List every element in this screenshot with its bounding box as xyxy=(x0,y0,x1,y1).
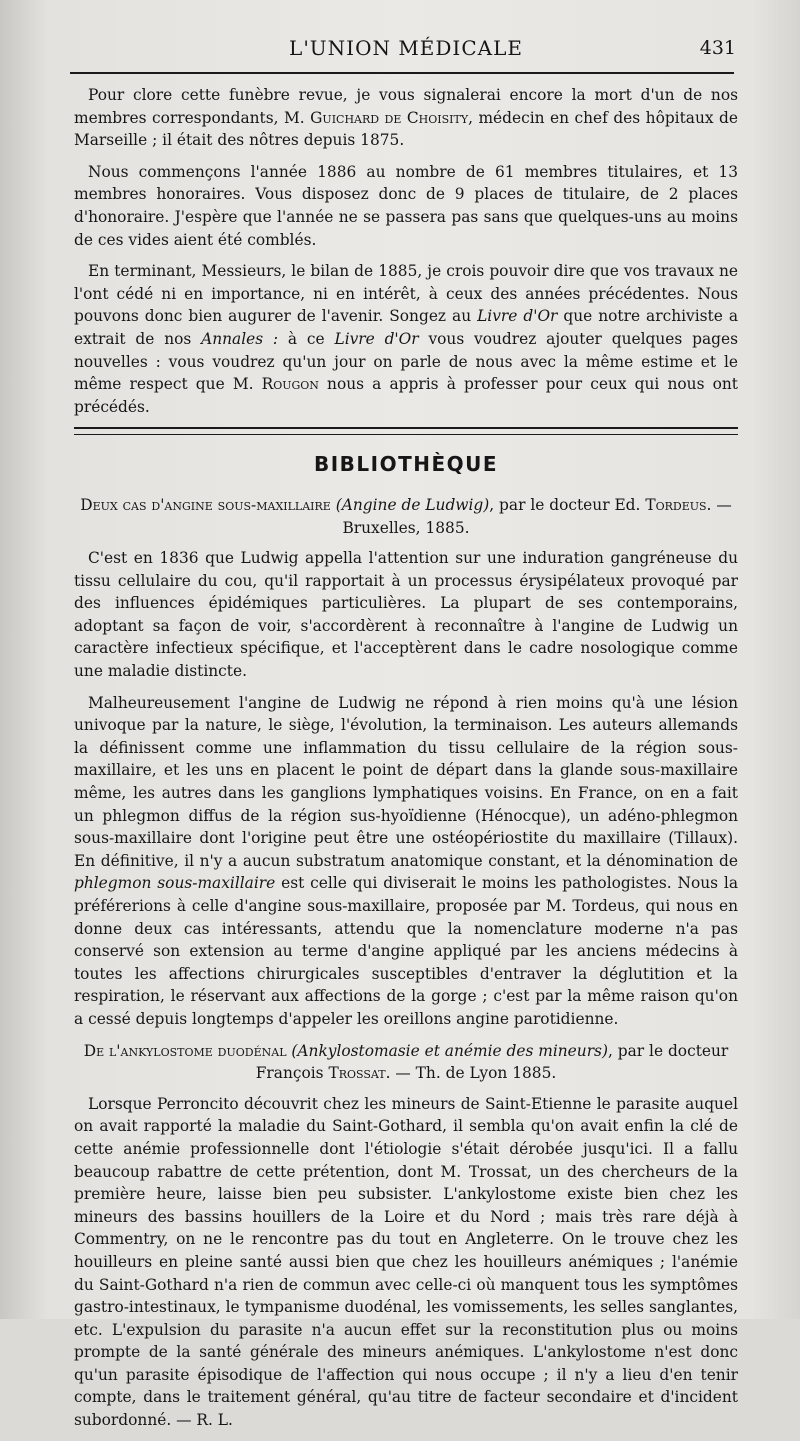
page-body xyxy=(74,84,738,1441)
author-name: Trossat. xyxy=(328,1064,391,1083)
person-name: Rougon xyxy=(261,375,319,394)
intro-paragraph-3: En terminant, Messieurs, le bilan de 1885, je crois pouvoir dire que vos travaux ne l'ont cédé ni en importance, ni en intérêt, à ceux des années précédentes. Nous pouvons donc bien augurer de l'avenir. Songez au Livre d'Or que notre archiviste a extrait de nos Annales : à ce Livre d'Or vous voudrez ajouter quelques pages nouvelles : vous voudrez qu'un jour on parle de nous avec la même estime et le même respect que M. Rougon nous a appris à professer pour ceux qui nous ont précédés. xyxy=(74,262,738,416)
intro-paragraph-2: Nous commençons l'année 1886 au nombre de 61 membres titulaires, et 13 membres honoraires. Vous disposez donc de 9 places de titulaire, de 2 places d'honoraire. J'espère que l'année ne se passera pas sans que quelques-uns au moins de ces vides aient été comblés. xyxy=(74,162,738,249)
review-2-paragraph-1: Lorsque Perroncito découvrit chez les mineurs de Saint-Etienne le parasite auquel on avait rapporté la maladie du Saint-Gothard, il sembla qu'on avait enfin la clé de cette anémie professionnelle dont l'étiologie s'était dérobée jusqu'ici. Il a fallu beaucoup rabattre de cette prétention, dont M. Trossat, un des chercheurs de la première heure, laisse bien peu subsister. L'ankylostome existe bien chez les mineurs des bassins houillers de la Loire et du Nord ; mais très rare déjà à Commentry, on ne le rencontre pas du tout en Angleterre. On le trouve chez les houilleurs en pleine santé aussi bien que chez les houilleurs anémiques ; l'anémie du Saint-Gothard n'a rien de commun avec celle-ci où manquent tous les symptômes gastro-intestinaux, le tympanisme duodénal, les vomissements, les selles sanglantes, etc. L'expulsion du parasite n'a aucun effet sur la reconstitution plus ou moins prompte de la santé générale des mineurs anémiques. L'ankylostome n'est donc qu'un parasite épisodique de l'affection qui nous occupe ; il n'y a lieu d'en tenir compte, dans le traitement général, qu'au titre de facteur secondaire et d'incident subordonné. — R. L. xyxy=(74,1094,738,1430)
page-number: 431 xyxy=(699,37,736,59)
author-name: Tordeus. xyxy=(645,495,712,514)
review-1-heading: Deux cas d'angine sous-maxillaire (Angine de Ludwig), par le docteur Ed. Tordeus. — Bruxelles, 1885. xyxy=(80,495,732,537)
header-rule xyxy=(70,72,734,74)
running-title: L'UNION MÉDICALE xyxy=(289,36,523,60)
intro-paragraph-1: Pour clore cette funèbre revue, je vous signalerai encore la mort d'un de nos membres correspondants, M. Guichard de Choisity, médecin en chef des hôpitaux de Marseille ; il était des nôtres depuis 1875. xyxy=(74,86,738,150)
person-name: Guichard de Choisity xyxy=(310,108,469,127)
review-1-paragraph-2: Malheureusement l'angine de Ludwig ne répond à rien moins qu'à une lésion univoque par la nature, le siège, l'évolution, la terminaison. Les auteurs allemands la définissent comme une inflammation du tissu cellulaire de la région sous-maxillaire, et les uns en placent le point de départ dans la glande sous-maxillaire même, les autres dans les ganglions lymphatiques voisins. En France, on en a fait un phlegmon diffus de la région sus-hyoïdienne (Hénocque), un adéno-phlegmon sous-maxillaire dont l'origine peut être une ostéopériostite du maxillaire (Tillaux). En définitive, il n'y a aucun substratum anatomique constant, et la dénomination de phlegmon sous-maxillaire est celle qui diviserait le moins les pathologistes. Nous la préférerions à celle d'angine sous-maxillaire, proposée par M. Tordeus, qui nous en donne deux cas intéressants, attendu que la nomenclature moderne n'a pas conservé son extension au terme d'angine appliqué par les anciens médecins à toutes les affections chirurgicales susceptibles d'entraver la déglutition et la respiration, le réservant aux affections de la gorge ; c'est par la même raison qu'on a cessé depuis longtemps d'appeler les oreillons angine parotidienne. xyxy=(74,693,738,1028)
review-1-paragraph-1: C'est en 1836 que Ludwig appella l'attention sur une induration gangréneuse du tissu cellulaire du cou, qu'il rapportait à un processus érysipélateux provoqué par des influences épidémiques particulières. La plupart de ses contemporains, adoptant sa façon de voir, s'accordèrent à reconnaître à l'angine de Ludwig un caractère infectieux spécifique, et l'acceptèrent dans le cadre nosologique comme une maladie distincte. xyxy=(74,549,738,681)
section-divider xyxy=(74,427,738,435)
section-title: BIBLIOTHÈQUE xyxy=(313,452,499,477)
page-header xyxy=(76,36,736,66)
review-2-heading: De l'ankylostome duodénal (Ankylostomasie et anémie des mineurs), par le docteur François Trossat. — Th. de Lyon 1885. xyxy=(83,1041,729,1083)
